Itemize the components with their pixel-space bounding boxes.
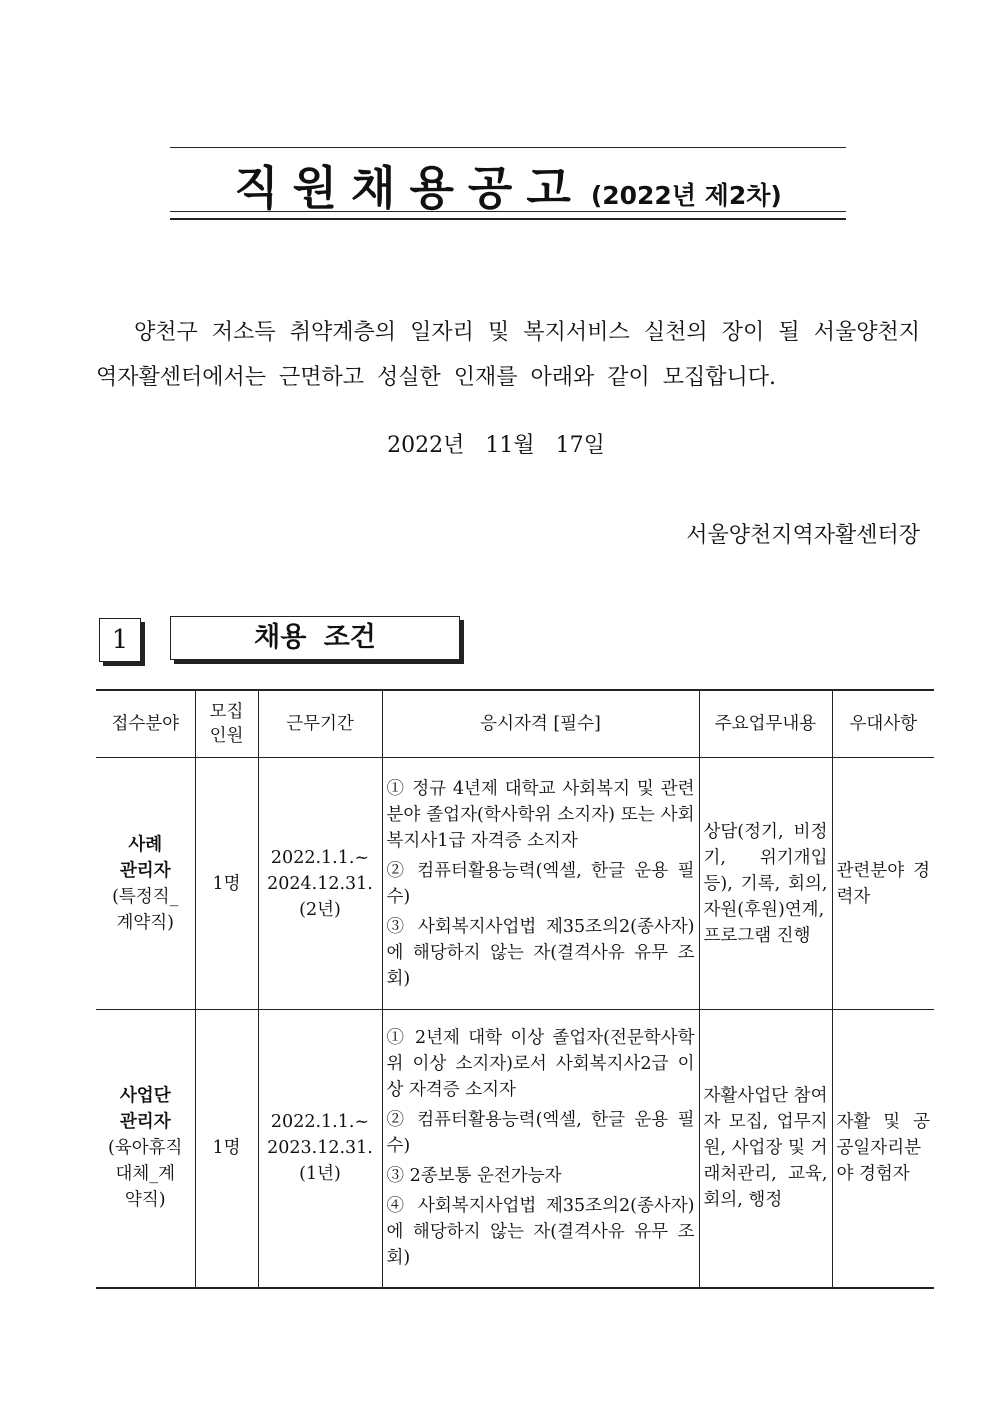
header-headcount: 모집 인원 [195, 690, 258, 758]
header-field: 접수분야 [96, 690, 195, 758]
row-field [96, 1010, 195, 1288]
row-duties: 상담(정기, 비정기, 위기개입 등), 기록, 회의, 자원(후원)연계, 프로그램 진행 [699, 758, 832, 1010]
qualification-item: ③ 사회복지사업법 제35조의2(종사자)에 해당하지 않는 자(결격사유 유무 조회) [386, 916, 695, 989]
header-preference: 우대사항 [832, 690, 934, 758]
recruitment-table [96, 689, 934, 1289]
row-period: 2022.1.1.~ 2024.12.31. (2년) [258, 758, 382, 1010]
header-qualifications: 응시자격 [필수] [382, 690, 699, 758]
row-preference: 자활 및 공공일자리분야 경험자 [832, 1010, 934, 1288]
row-preference: 관련분야 경력자 [832, 758, 934, 1010]
section-number: 1 [99, 618, 141, 662]
signer: 서울양천지역자활센터장 [686, 523, 920, 548]
notice-title-round: (2022년 제2차) [590, 181, 782, 210]
notice-title-main: 직원채용공고 [234, 161, 585, 215]
field-type: (특정직_ 계약직) [112, 886, 179, 933]
qualification-item: ① 2년제 대학 이상 졸업자(전문학사학위 이상 소지자)로서 사회복지사2급 이상 자격증 소지자 [386, 1028, 695, 1101]
table-row [96, 758, 934, 1010]
row-qualifications [382, 1010, 699, 1288]
row-period: 2022.1.1.~ 2023.12.31. (1년) [258, 1010, 382, 1288]
intro-paragraph: 양천구 저소득 취약계층의 일자리 및 복지서비스 실천의 장이 될 서울양천지역자활센터에서는 근면하고 성실한 인재를 아래와 같이 모집합니다. [96, 320, 920, 390]
title-underline [170, 211, 846, 220]
qualification-item: ③ 2종보통 운전가능자 [386, 1166, 562, 1187]
section-title: 채용 조건 [170, 616, 460, 660]
qualification-item: ④ 사회복지사업법 제35조의2(종사자)에 해당하지 않는 자(결격사유 유무 조회) [386, 1196, 695, 1269]
field-name: 사업단 관리자 [119, 1086, 171, 1133]
qualification-item: ② 컴퓨터활용능력(엑셀, 한글 운용 필수) [386, 1110, 695, 1157]
header-duties: 주요업무내용 [699, 690, 832, 758]
row-headcount: 1명 [195, 758, 258, 1010]
notice-date: 2022년 11월 17일 [387, 433, 605, 458]
qualification-item: ② 컴퓨터활용능력(엑셀, 한글 운용 필수) [386, 860, 695, 907]
field-name: 사례 관리자 [119, 834, 171, 881]
notice-title [170, 152, 846, 218]
row-qualifications [382, 758, 699, 1010]
table-row [96, 1010, 934, 1288]
row-field [96, 758, 195, 1010]
row-headcount: 1명 [195, 1010, 258, 1288]
notice-title-block [170, 147, 846, 220]
header-period: 근무기간 [258, 690, 382, 758]
table-header-row [96, 690, 934, 758]
qualification-item: ① 정규 4년제 대학교 사회복지 및 관련분야 졸업자(학사학위 소지자) 또는 사회복지사1급 자격증 소지자 [386, 778, 695, 851]
row-duties: 자활사업단 참여자 모집, 업무지원, 사업장 및 거래처관리, 교육, 회의, 행정 [699, 1010, 832, 1288]
field-type: (육아휴직 대체_계 약직) [108, 1138, 183, 1211]
